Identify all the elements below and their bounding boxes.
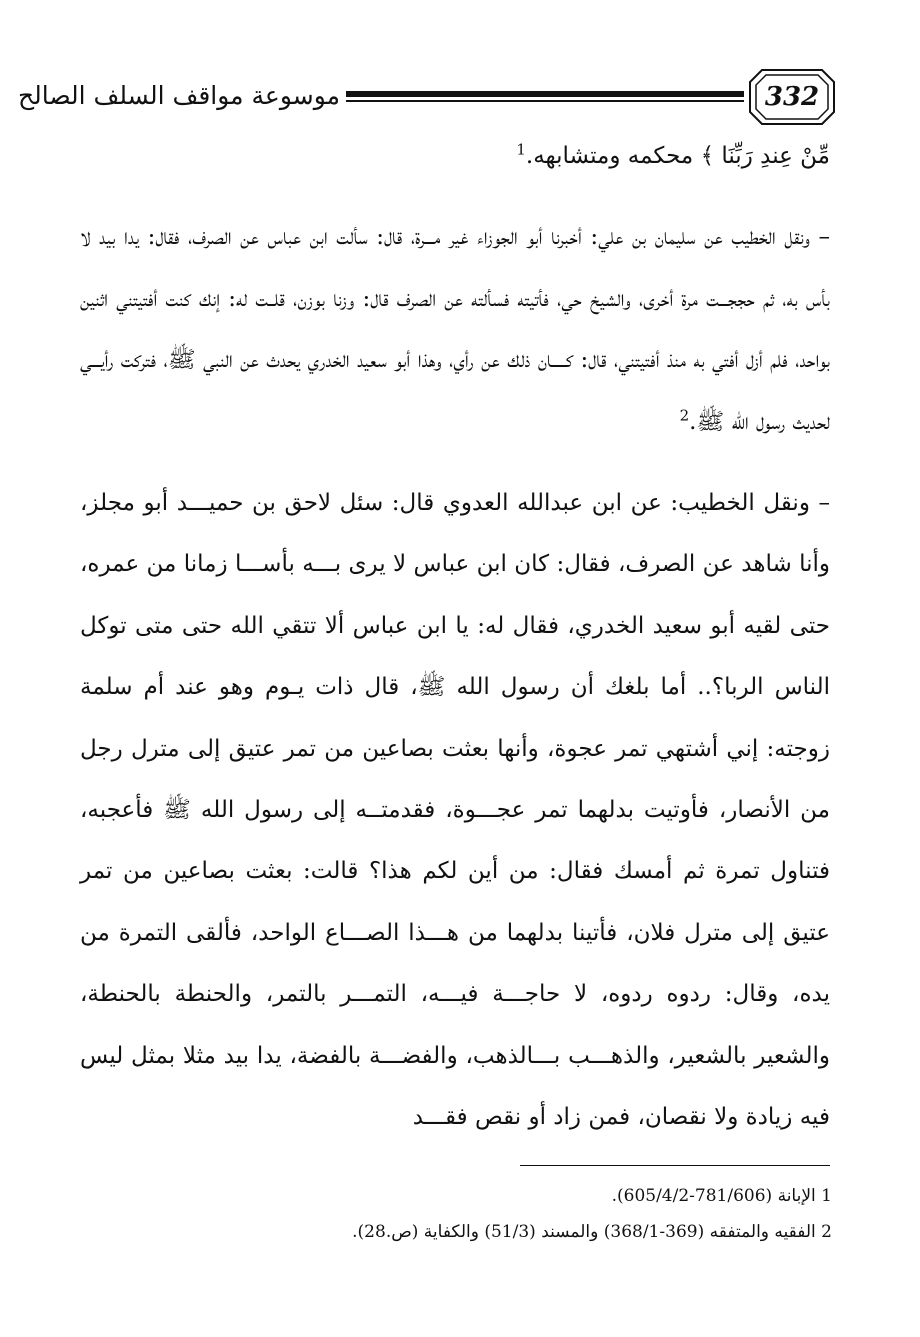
footnote-2 (80, 1214, 832, 1250)
footnote-ref-1: 1 (516, 140, 526, 159)
footnotes (80, 1178, 832, 1250)
paragraph-text: مِّنْ عِندِ رَبِّنَا ﴾ محكمه ومتشابهه. (525, 143, 830, 169)
paragraph-text: – ونقل الخطيب عن سليمان بن علي: أخبرنا أبو الجوزاء غير مـــرة، قال: سألت ابن عباس عن الصرف، فقال: يدا بيد لا بأس به، ثم حججـــت مرة أخرى، والشيخ حي، فأتيته فسألته عن الصرف قال: وزنا بوزن، قلــت له: إنك كنت أفتيتني اثنين بواحد، فلم أزل أفتي به منذ أفتيتني، قال: كـــــان ذلك عن رأي، وهذا أبو سعيد الخدري يحدث عن النبي ﷺ، فتركت رأيـــي لحديث رسول الله ﷺ. (80, 224, 830, 435)
footnote-number: 1 (821, 1186, 832, 1206)
page-number-badge (748, 68, 836, 126)
footnote-ref-2: 2 (679, 405, 690, 424)
book-title: موسوعة مواقف السلف الصالح (17, 81, 340, 110)
paragraph-1 (80, 126, 830, 187)
paragraph-3 (80, 473, 830, 1148)
page-number: 332 (764, 82, 820, 112)
body-text (80, 126, 830, 1149)
footnote-text: الإبانة (781/606-605/4/2). (611, 1186, 816, 1206)
paragraph-2 (80, 207, 830, 453)
footnote-1 (80, 1178, 832, 1214)
footnote-text: الفقيه والمتفقه (369-368/1) والمسند (51/3) والكفاية (ص.28). (352, 1222, 816, 1242)
footnote-divider (520, 1165, 830, 1166)
page-header (17, 68, 838, 128)
header-rule (346, 89, 744, 103)
footnote-number: 2 (821, 1222, 832, 1242)
paragraph-text: – ونقل الخطيب: عن ابن عبدالله العدوي قال: سئل لاحق بن حميـــد أبو مجلز، وأنا شاهد عن الصرف، فقال: كان ابن عباس لا يرى بـــه بأســـا زمانا من عمره، حتى لقيه أبو سعيد الخدري، فقال له: يا ابن عباس ألا تتقي الله حتى متى توكل الناس الربا؟.. أما بلغك أن رسول الله ﷺ، قال ذات يـوم وهو عند أم سلمة زوجته: إني أشتهي تمر عجوة، وأنها بعثت بصاعين من تمر عتيق إلى مترل رجل من الأنصار، فأوتيت بدلهما تمر عجـــوة، فقدمتــه إلى رسول الله ﷺ فأعجبه، فتناول تمرة ثم أمسك فقال: من أين لكم هذا؟ قالت: بعثت بصاعين من تمر عتيق إلى مترل فلان، فأتينا بدلهما من هـــذا الصـــاع الواحد، فألقى التمرة من يده، وقال: ردوه ردوه، لا حاجـــة فيـــه، التمـــر بالتمر، والحنطة بالحنطة، والشعير بالشعير، والذهـــب بـــالذهب، والفضـــة بالفضة، يدا بيد مثلا بمثل ليس فيه زيادة ولا نقصان، فمن زاد أو نقص فقـــد (80, 490, 830, 1131)
